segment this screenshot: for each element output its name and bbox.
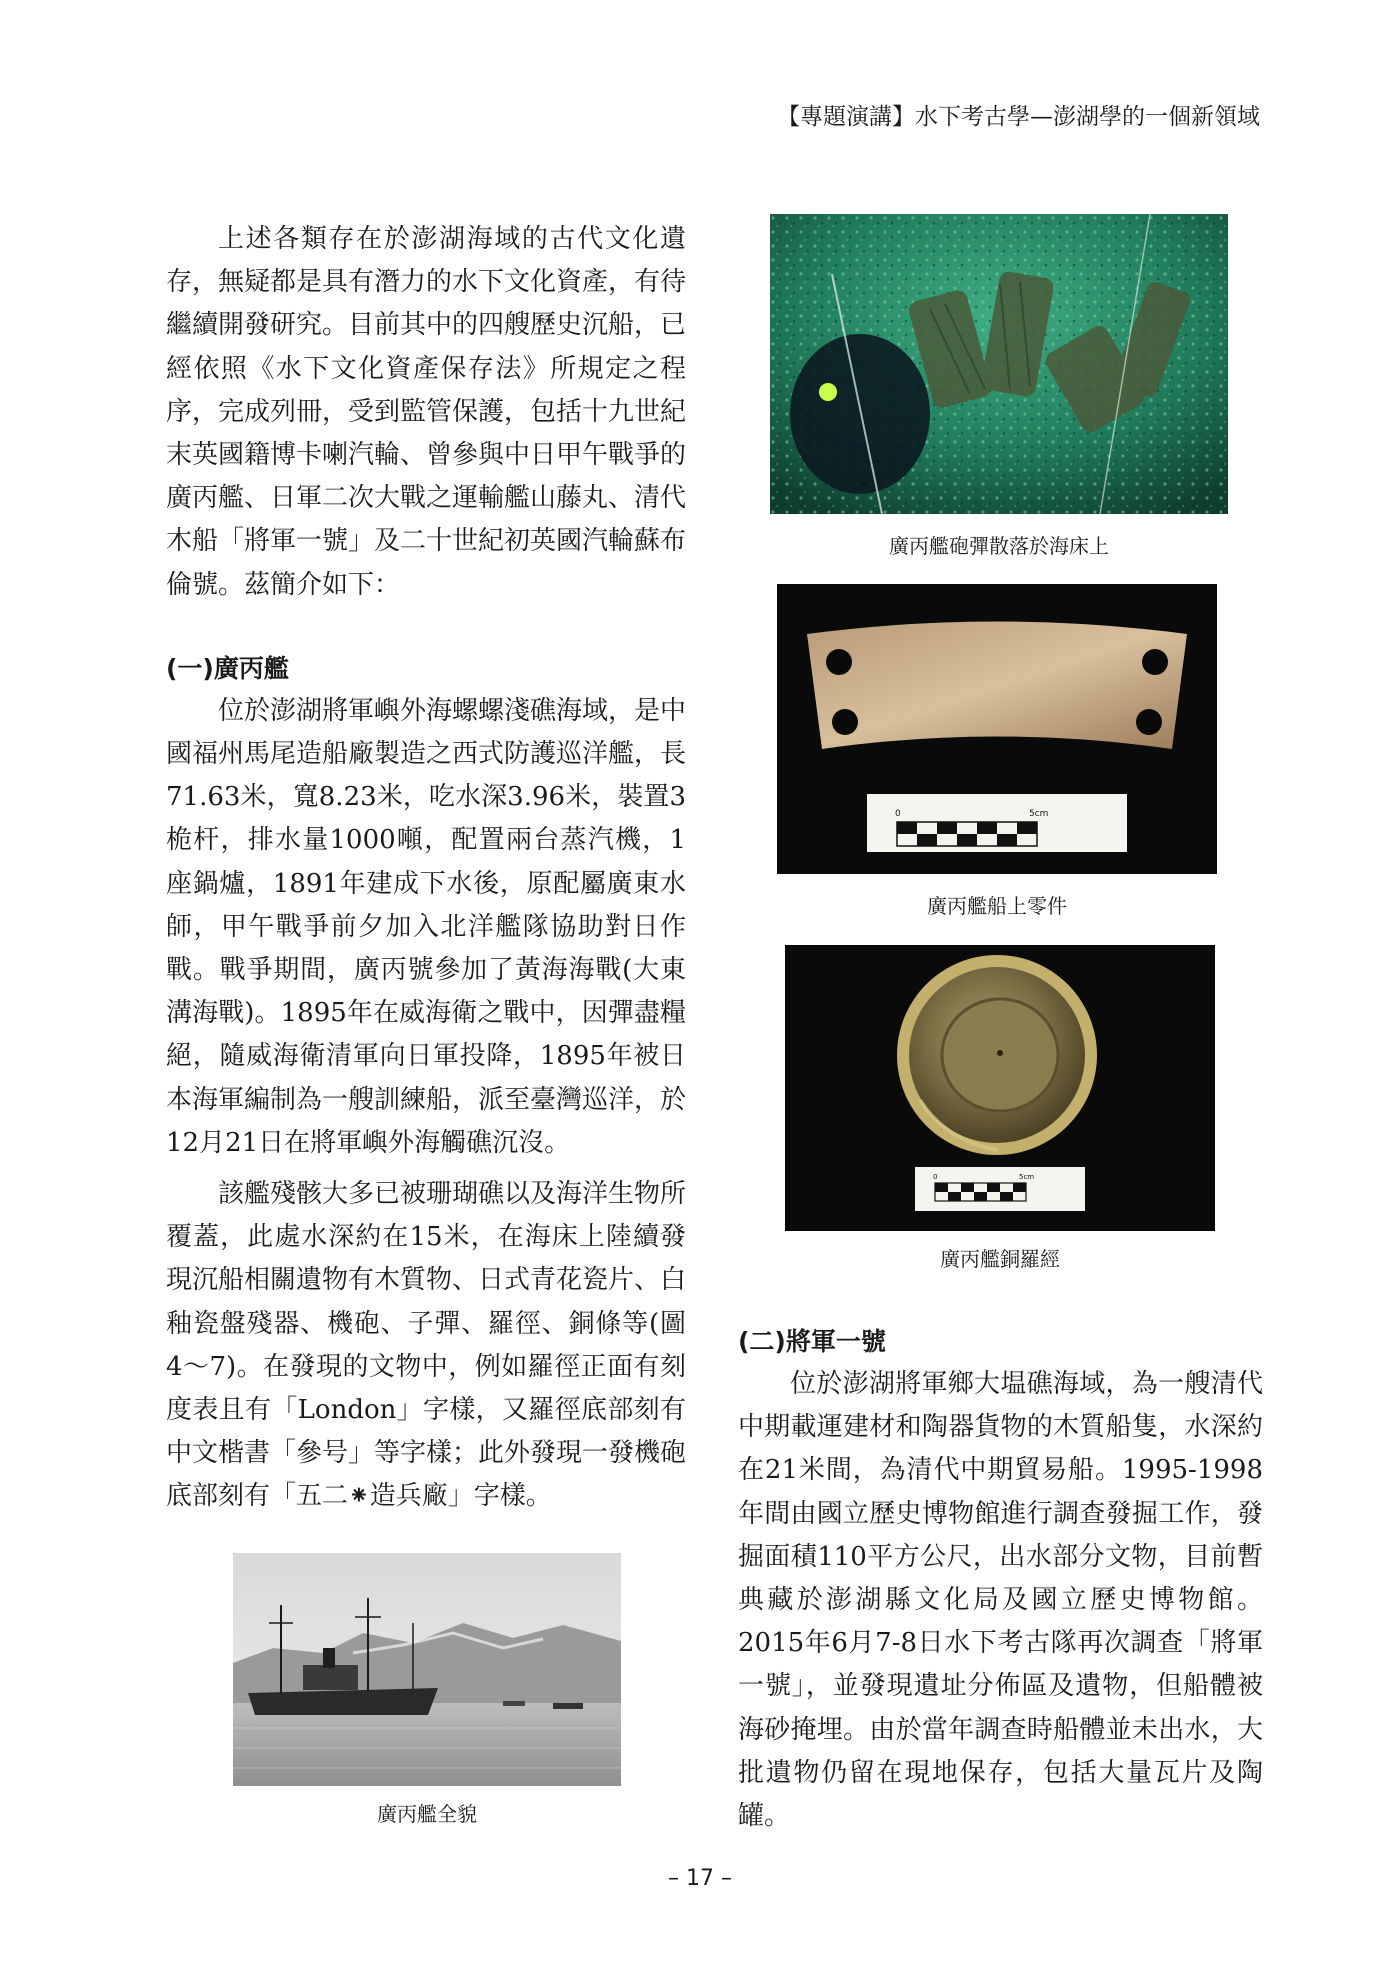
right-column	[738, 1320, 1263, 1838]
scale-zero-label: 0	[933, 1173, 938, 1181]
photo-ship-part	[777, 584, 1217, 874]
running-header: 【專題演講】水下考古學—澎湖學的一個新領域	[777, 104, 1260, 130]
caption-guangbing-full-view: 廣丙艦全貌	[377, 1802, 477, 1826]
scale-unit-label: 5cm	[1029, 809, 1049, 819]
guangbing-paragraph-2: 該艦殘骸大多已被珊瑚礁以及海洋生物所覆蓋，此處水深約在15米，在海床上陸續發現沉船相關遺物有木質物、日式青花瓷片、白釉瓷盤殘器、機砲、子彈、羅徑、銅條等(圖4～7)。在發現的文物中，例如羅徑正面有刻度表且有「London」字樣，又羅徑底部刻有中文楷書「參号」等字樣；此外發現一發機砲底部刻有「五二⁕造兵廠」字樣。	[166, 1179, 687, 1512]
intro-paragraph: 上述各類存在於澎湖海域的古代文化遺存，無疑都是具有潛力的水下文化資產，有待繼續開發研究。目前其中的四艘歷史沉船，已經依照《水下文化資產保存法》所規定之程序，完成列冊，受到監管保護，包括十九世紀末英國籍博卡喇汽輪、曾參與中日甲午戰爭的廣丙艦、日軍二次大戰之運輸艦山藤丸、清代木船「將軍一號」及二十世紀初英國汽輪蘇布倫號。茲簡介如下：	[166, 224, 687, 600]
guangbing-paragraph-1: 位於澎湖將軍嶼外海螺螺淺礁海域，是中國福州馬尾造船廠製造之西式防護巡洋艦，長71.63米，寬8.23米，吃水深3.96米，裝置3桅杆，排水量1000噸，配置兩台蒸汽機，1座鍋爐，1891年建成下水後，原配屬廣東水師，甲午戰爭前夕加入北洋艦隊協助對日作戰。戰爭期間，廣丙號參加了黃海海戰(大東溝海戰)。1895年在威海衛之戰中，因彈盡糧絕，隨威海衛清軍向日軍投降，1895年被日本海軍編制為一艘訓練船，派至臺灣巡洋，於12月21日在將軍嶼外海觸礁沉沒。	[166, 695, 687, 1158]
left-column	[166, 218, 686, 1519]
section-heading-jiangjun: (二)將軍一號	[738, 1327, 886, 1356]
section-heading-guangbing: (一)廣丙艦	[166, 653, 289, 683]
caption-bronze-compass: 廣丙艦銅羅經	[940, 1247, 1060, 1271]
scale-unit-label: 5cm	[1019, 1173, 1035, 1181]
page-number: – 17 –	[668, 1866, 732, 1891]
photo-bronze-compass	[785, 945, 1215, 1231]
photo-shells-on-seabed	[770, 214, 1228, 514]
caption-shells-on-seabed: 廣丙艦砲彈散落於海床上	[889, 534, 1109, 558]
photo-guangbing-full-view	[233, 1553, 621, 1786]
jiangjun-paragraph: 位於澎湖將軍鄉大塭礁海域，為一艘清代中期載運建材和陶器貨物的木質船隻，水深約在21米間，為清代中期貿易船。1995-1998年間由國立歷史博物館進行調查發掘工作，發掘面積110平方公尺，出水部分文物，目前暫典藏於澎湖縣文化局及國立歷史博物館。2015年6月7-8日水下考古隊再次調查「將軍一號」，並發現遺址分佈區及遺物，但船體被海砂掩埋。由於當年調查時船體並未出水，大批遺物仍留在現地保存，包括大量瓦片及陶罐。	[738, 1369, 1263, 1832]
scale-zero-label: 0	[895, 809, 901, 819]
caption-ship-part: 廣丙艦船上零件	[927, 894, 1067, 918]
